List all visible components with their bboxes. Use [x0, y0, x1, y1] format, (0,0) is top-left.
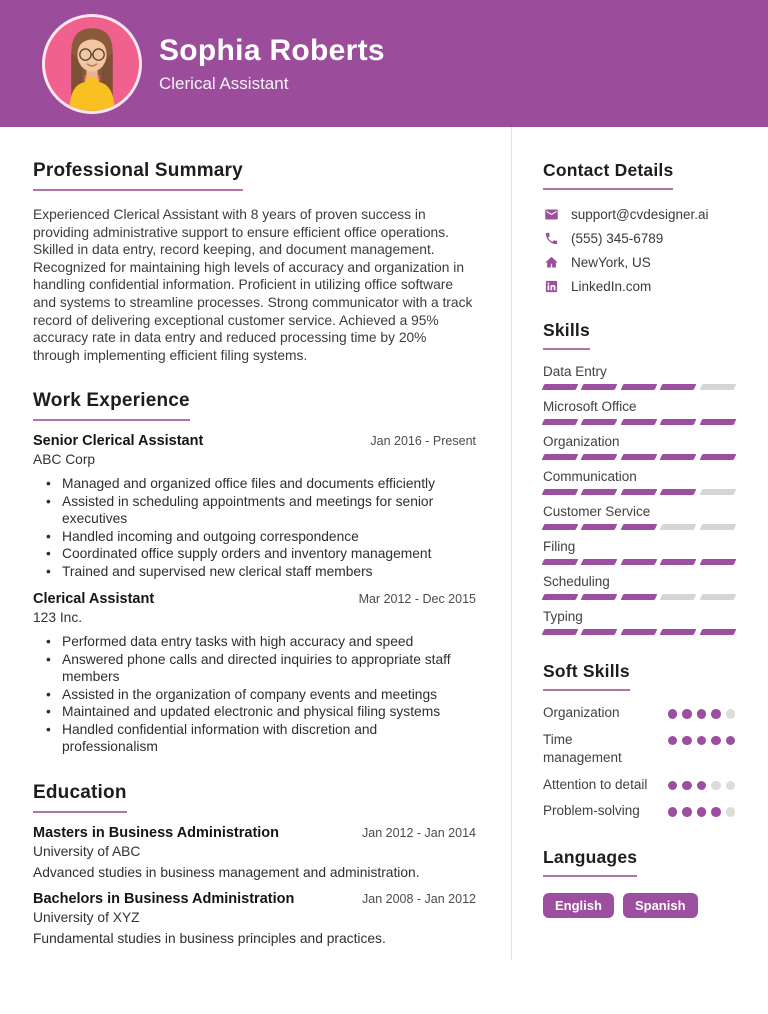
skill-level-bar [543, 489, 735, 495]
school-name: University of XYZ [33, 909, 140, 925]
skill-bar-segment [542, 524, 579, 530]
contact-text: (555) 345-6789 [571, 230, 664, 246]
job-bullet: • Maintained and updated electronic and physical filing systems [33, 703, 476, 721]
contact-heading: Contact Details [543, 160, 673, 190]
skill-item [543, 539, 735, 565]
contact-item [543, 230, 735, 246]
soft-skill-name: Organization [543, 705, 620, 720]
contact-item [543, 278, 735, 294]
right-column [512, 127, 768, 960]
avatar-photo [45, 17, 139, 111]
candidate-name: Sophia Roberts [159, 33, 385, 67]
skill-bar-segment [542, 384, 579, 390]
soft-skill-dot [697, 807, 707, 817]
degree-title: Bachelors in Business Administration [33, 890, 295, 907]
soft-skill-dot [697, 781, 707, 791]
avatar [42, 14, 142, 114]
soft-skill-dot [682, 781, 692, 791]
skill-name: Customer Service [543, 504, 651, 519]
skill-bar-segment [660, 419, 697, 425]
candidate-title: Clerical Assistant [159, 73, 289, 93]
education-entry [33, 891, 476, 946]
skill-item [543, 469, 735, 495]
soft-skill-dot [682, 709, 692, 719]
soft-skill-dot [711, 736, 721, 746]
skill-level-bar [543, 419, 735, 425]
job-bullet-list [33, 475, 476, 580]
job-entry [33, 433, 476, 580]
contact-text: support@cvdesigner.ai [571, 206, 709, 222]
skill-bar-segment [581, 524, 618, 530]
contact-item [543, 254, 735, 270]
skill-bar-segment [581, 489, 618, 495]
skill-level-bar [543, 524, 735, 530]
soft-skill-dot [726, 807, 736, 817]
soft-skill-dot [668, 807, 678, 817]
education-list [33, 825, 476, 946]
school-name: University of ABC [33, 843, 141, 859]
skill-bar-segment [620, 524, 657, 530]
language-pill-row [543, 893, 735, 918]
education-dates: Jan 2012 - Jan 2014 [362, 825, 476, 840]
skills-heading: Skills [543, 320, 590, 350]
skill-bar-segment [620, 629, 657, 635]
soft-skill-dot [726, 709, 736, 719]
skill-name: Data Entry [543, 364, 607, 379]
experience-section [33, 390, 476, 756]
contact-text: LinkedIn.com [571, 278, 652, 294]
skill-name: Organization [543, 434, 620, 449]
education-entry [33, 825, 476, 880]
soft-skill-name: Problem-solving [543, 803, 640, 818]
education-header [33, 891, 476, 907]
soft-skill-dot [711, 781, 721, 791]
language-pill: English [543, 893, 614, 918]
skill-bar-segment [542, 489, 579, 495]
job-bullet: • Assisted in scheduling appointments and meetings for senior executives [33, 493, 476, 528]
education-description: Fundamental studies in business principles and practices. [33, 930, 386, 946]
soft-skills-section [543, 661, 735, 821]
contact-text: NewYork, US [571, 254, 651, 270]
soft-skill-dots [668, 802, 736, 817]
soft-skill-dot [711, 807, 721, 817]
skill-level-bar [543, 454, 735, 460]
soft-skill-dot [697, 709, 707, 719]
job-bullet: • Assisted in the organization of company events and meetings [33, 686, 476, 704]
skill-name: Typing [543, 609, 583, 624]
skill-item [543, 609, 735, 635]
skill-item [543, 574, 735, 600]
skill-bar-segment [620, 384, 657, 390]
email-icon [543, 206, 559, 222]
skill-level-bar [543, 594, 735, 600]
skill-item [543, 434, 735, 460]
job-bullet: • Handled incoming and outgoing correspondence [33, 528, 476, 546]
job-company: ABC Corp [33, 452, 96, 468]
skill-level-bar [543, 559, 735, 565]
skill-bar-segment [542, 454, 579, 460]
skill-bar-segment [620, 454, 657, 460]
job-bullet-list [33, 633, 476, 756]
skill-bar-segment [699, 629, 736, 635]
job-title: Clerical Assistant [33, 591, 155, 608]
soft-skill-dot [726, 736, 736, 746]
job-dates: Jan 2016 - Present [370, 434, 476, 449]
languages-heading: Languages [543, 847, 637, 877]
soft-skill-dot [726, 781, 736, 791]
skill-bar-segment [581, 454, 618, 460]
skill-bar-segment [699, 384, 736, 390]
contact-list [543, 206, 735, 294]
resume-body [0, 127, 768, 960]
summary-heading: Professional Summary [33, 160, 243, 191]
job-bullet: • Managed and organized office files and documents efficiently [33, 475, 476, 493]
soft-skill-name: Time management [543, 731, 622, 765]
soft-skill-item [543, 704, 735, 723]
languages-section [543, 847, 735, 918]
soft-skill-dot [668, 736, 678, 746]
degree-title: Masters in Business Administration [33, 824, 280, 841]
skill-name: Filing [543, 539, 576, 554]
skill-name: Microsoft Office [543, 399, 637, 414]
skill-bar-segment [699, 594, 736, 600]
left-column [0, 127, 512, 960]
soft-skill-list [543, 704, 735, 821]
soft-skill-dot [682, 736, 692, 746]
job-header [33, 433, 476, 449]
soft-skill-dot [668, 781, 678, 791]
phone-icon [543, 230, 559, 246]
skill-bar-segment [660, 524, 697, 530]
language-pill: Spanish [623, 893, 698, 918]
soft-skill-dot [697, 736, 707, 746]
contact-section [543, 160, 735, 294]
soft-skill-dot [711, 709, 721, 719]
skill-bar-segment [699, 524, 736, 530]
skill-bar-segment [581, 594, 618, 600]
job-bullet: • Answered phone calls and directed inquiries to appropriate staff members [33, 651, 476, 686]
education-heading: Education [33, 782, 127, 813]
skill-bar-segment [660, 454, 697, 460]
skill-bar-segment [620, 419, 657, 425]
job-title: Senior Clerical Assistant [33, 433, 204, 450]
linkedin-icon [543, 278, 559, 294]
skill-level-bar [543, 384, 735, 390]
education-section [33, 782, 476, 946]
skill-bar-segment [581, 559, 618, 565]
skill-level-bar [543, 629, 735, 635]
skill-bar-segment [699, 419, 736, 425]
skill-bar-segment [581, 384, 618, 390]
skill-list [543, 364, 735, 635]
skill-bar-segment [660, 594, 697, 600]
soft-skill-item [543, 731, 735, 768]
skill-item [543, 504, 735, 530]
skill-bar-segment [660, 629, 697, 635]
skill-bar-segment [699, 454, 736, 460]
skill-bar-segment [699, 559, 736, 565]
skill-item [543, 364, 735, 390]
soft-skill-dots [668, 776, 736, 791]
skill-bar-segment [699, 489, 736, 495]
education-header [33, 825, 476, 841]
experience-heading: Work Experience [33, 390, 190, 421]
job-company: 123 Inc. [33, 610, 83, 626]
skill-bar-segment [660, 559, 697, 565]
contact-item [543, 206, 735, 222]
soft-skill-item [543, 802, 735, 821]
job-dates: Mar 2012 - Dec 2015 [358, 592, 476, 607]
soft-skill-item [543, 776, 735, 795]
skill-bar-segment [620, 489, 657, 495]
job-bullet: • Coordinated office supply orders and inventory management [33, 545, 476, 563]
skills-section [543, 320, 735, 635]
job-list [33, 433, 476, 756]
skill-bar-segment [581, 629, 618, 635]
job-bullet: • Handled confidential information with discretion and professionalism [33, 721, 476, 756]
home-icon [543, 254, 559, 270]
job-bullet: • Trained and supervised new clerical staff members [33, 563, 476, 581]
job-entry [33, 591, 476, 756]
skill-bar-segment [660, 384, 697, 390]
skill-item [543, 399, 735, 425]
skill-bar-segment [620, 594, 657, 600]
education-description: Advanced studies in business management and administration. [33, 864, 420, 880]
skill-bar-segment [542, 629, 579, 635]
skill-bar-segment [542, 594, 579, 600]
skill-name: Communication [543, 469, 637, 484]
skill-bar-segment [542, 559, 579, 565]
education-dates: Jan 2008 - Jan 2012 [362, 891, 476, 906]
header-band [0, 0, 768, 127]
job-bullet: • Performed data entry tasks with high accuracy and speed [33, 633, 476, 651]
soft-skill-dot [668, 709, 678, 719]
soft-skill-name: Attention to detail [543, 776, 648, 792]
summary-section [33, 160, 476, 364]
soft-skills-heading: Soft Skills [543, 661, 630, 691]
skill-bar-segment [620, 559, 657, 565]
skill-bar-segment [660, 489, 697, 495]
soft-skill-dots [668, 731, 736, 746]
soft-skill-dots [668, 704, 736, 719]
skill-name: Scheduling [543, 574, 610, 589]
soft-skill-dot [682, 807, 692, 817]
job-header [33, 591, 476, 607]
skill-bar-segment [581, 419, 618, 425]
summary-text: Experienced Clerical Assistant with 8 years of proven success in providing administrative support to ensure efficient office operations. Skilled in data entry, record keeping, and document management. Recognized for maintaining high levels of accuracy and organization in handling confidential information. Proficient in utilizing office software and systems to streamline processes. Strong communicator with a track record of delivering exceptional customer service. Achieved a 95% accuracy rate in data entry and reduced processing time by 20% through implementing efficient filing systems. [33, 207, 473, 363]
skill-bar-segment [542, 419, 579, 425]
